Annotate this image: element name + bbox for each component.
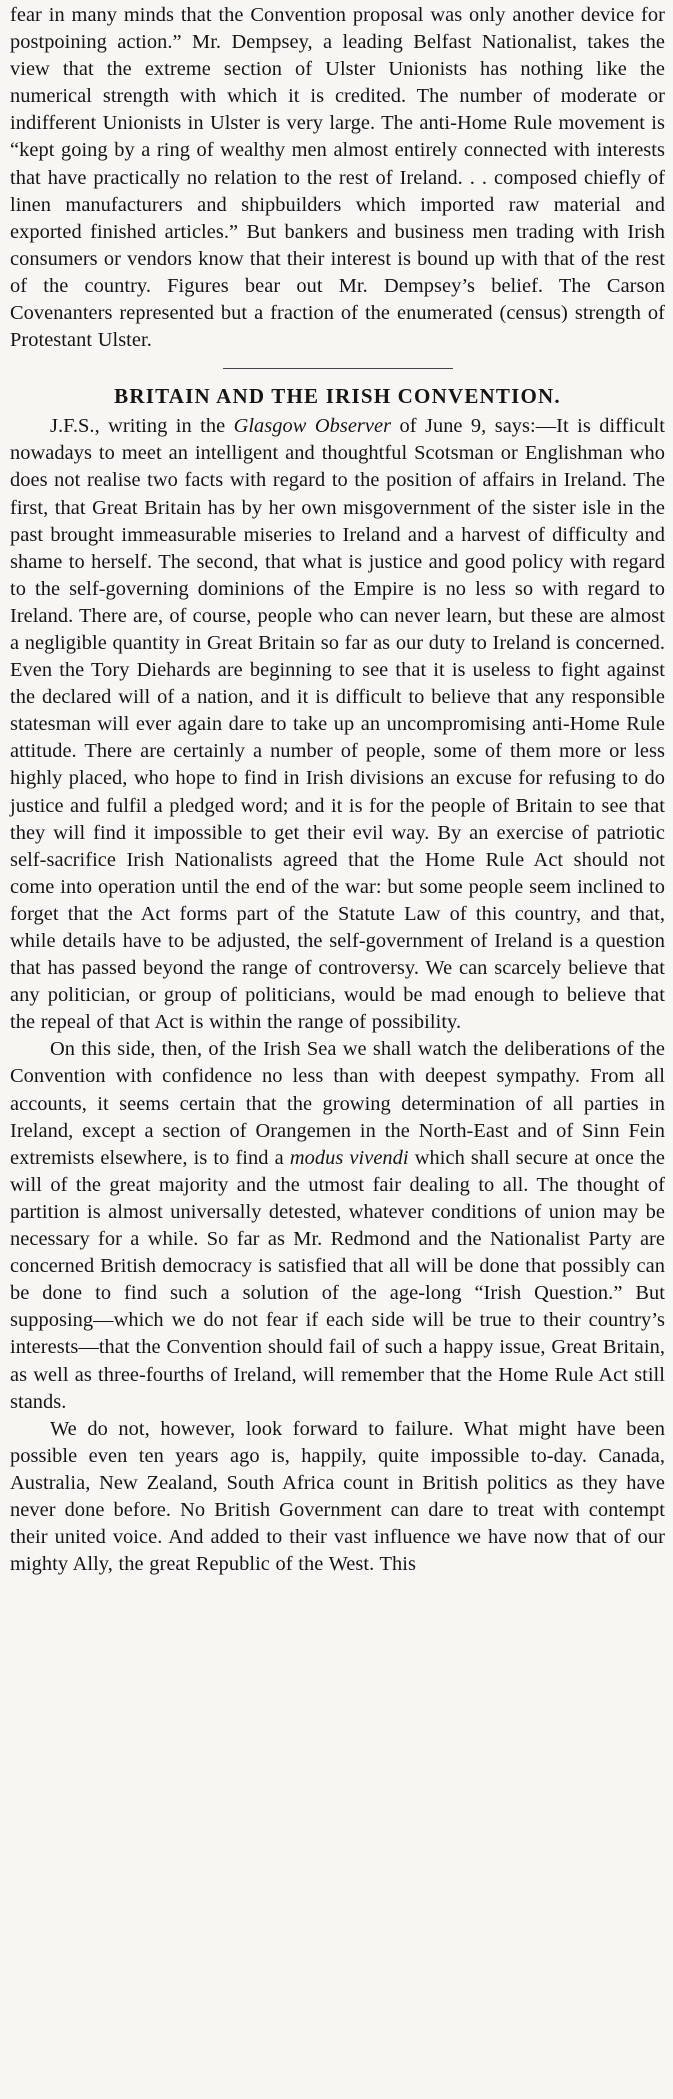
- paragraph-1-body: of June 9, says:—It is difficult nowadays to meet an intelligent and thoughtful Scotsman or Englishman who does not realise two facts with regard to the position of affairs in Ireland. The first, that Great Britain has by her own misgovernment of the sister isle in the past brought immeasurable miseries to Ireland and a harvest of difficulty and shame to herself. The second, that what is justice and good policy with regard to the self-governing dominions of the Empire is no less so with regard to Ireland. There are, of course, people who can never learn, but these are almost a negligible quantity in Great Britain so far as our duty to Ireland is concerned. Even the Tory Diehards are beginning to see that it is useless to fight against the declared will of a nation, and it is difficult to believe that any responsible statesman will ever again dare to take up an uncompromising anti-Home Rule attitude. There are certainly a number of people, some of them more or less highly placed, who hope to find in Irish divisions an excuse for refusing to do justice and fulfil a pledged word; and it is for the people of Britain to see that they will find it impossible to get their evil way. By an exercise of patriotic self-sacrifice Irish Nationalists agreed that the Home Rule Act should not come into operation until the end of the war: but some people seem inclined to forget that the Act forms part of the Statute Law of this country, and that, while details have to be adjusted, the self-government of Ireland is a question that has passed beyond the range of controversy. We can scarcely believe that any politician, or group of politicians, would be mad enough to believe that the repeal of that Act is within the range of possibility.: [10, 415, 665, 1034]
- continued-paragraph: fear in many minds that the Convention proposal was only another device for postpoining action.” Mr. Dempsey, a leading Belfast Nationalist, takes the view that the extreme section of Ulster Unionists has nothing like the numerical strength with which it is credited. The number of moderate or indifferent Unionists in Ulster is very large. The anti-Home Rule movement is “kept going by a ring of wealthy men almost entirely connected with interests that have practically no relation to the rest of Ireland. . . composed chiefly of linen manufacturers and shipbuilders which imported raw material and exported finished articles.” But bankers and business men trading with Irish consumers or vendors know that their interest is bound up with that of the rest of the country. Figures bear out Mr. Dempsey’s belief. The Carson Covenanters represented but a fraction of the enumerated (census) strength of Protestant Ulster.: [10, 4, 665, 352]
- article-headline: BRITAIN AND THE IRISH CONVENTION.: [114, 384, 561, 409]
- paragraph-2-lead: On this side, then, of the Irish Sea we shall watch the deliberations of the Convention with confidence no less than with deepest sympathy. From all accounts, it seems certain that the growing determination of all parties in Ireland, except a section of Orangemen in the North-East and of Sinn Fein extremists elsewhere, is to find a: [10, 1038, 665, 1169]
- article-paragraph-3: We do not, however, look forward to failure. What might have been possible even ten years ago is, happily, quite impossible to-day. Canada, Australia, New Zealand, South Africa count in British politics as they have never done before. No British Government can dare to treat with contempt their united voice. And added to their vast influence we have now that of our mighty Ally, the great Republic of the West. This: [10, 1417, 665, 1576]
- paragraph-1-lead: J.F.S., writing in the: [50, 415, 234, 438]
- newspaper-page: [10, 2, 665, 1578]
- latin-phrase: modus vivendi: [289, 1146, 409, 1169]
- article-paragraph-1: [10, 413, 665, 1036]
- paragraph-2-body: which shall secure at once the will of the great majority and the utmost fair dealing to all. The thought of partition is almost universally detested, whatever conditions of union may be necessary for a while. So far as Mr. Redmond and the Nationalist Party are concerned British democracy is satisfied that all will be done that possibly can be done to find such a solution of the age-long “Irish Question.” But supposing—which we do not fear if each side will be true to their country’s interests—that the Convention should fail of such a happy issue, Great Britain, as well as three-fourths of Ireland, will remember that the Home Rule Act still stands.: [10, 1146, 665, 1413]
- section-divider: [223, 368, 453, 369]
- article-paragraph-2: [10, 1036, 665, 1415]
- newspaper-source-title: Glasgow Observer: [233, 415, 392, 438]
